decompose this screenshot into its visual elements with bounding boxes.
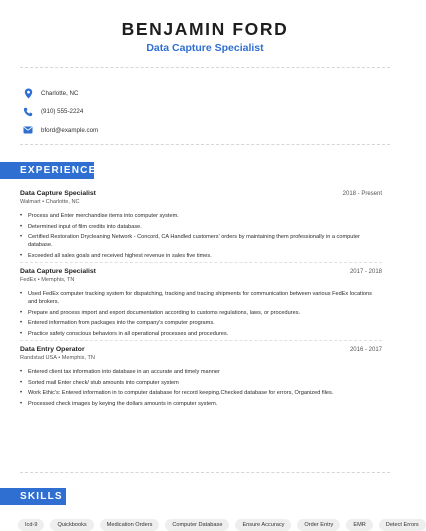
envelope-icon	[21, 123, 35, 137]
skill-chip: EMR	[346, 519, 372, 531]
job-title: Data Capture Specialist	[20, 190, 96, 197]
job-bullets	[20, 368, 382, 408]
skill-chip: Icd-9	[18, 519, 44, 531]
header-divider	[20, 67, 390, 68]
skill-chip: Quickbooks	[50, 519, 93, 531]
list-item: • Work Ethic's: Entered information in to computer database for record keeping.Checked database for errors, Organized files.	[20, 390, 334, 396]
map-pin-icon	[21, 86, 35, 100]
experience-list	[20, 190, 382, 410]
location-text: Charlotte, NC	[41, 89, 79, 97]
skill-chip: Order Entry	[297, 519, 340, 531]
contact-location	[20, 84, 98, 102]
job-organization: Randstad USA • Memphis, TN	[20, 355, 95, 361]
contact-info	[20, 84, 98, 140]
skill-chip: Detect Errors	[379, 519, 426, 531]
contact-divider	[20, 144, 390, 145]
job-entry	[20, 346, 382, 408]
job-divider	[20, 340, 382, 341]
skills-section-header: SKILLS	[0, 488, 66, 505]
skill-chip: Ensure Accuracy	[235, 519, 291, 531]
job-organization: FedEx • Memphis, TN	[20, 277, 75, 283]
job-bullets	[20, 212, 382, 260]
job-entry	[20, 268, 382, 338]
job-bullets	[20, 290, 382, 338]
contact-phone	[20, 103, 98, 121]
list-item: • Determined input of film credits into database.	[20, 223, 142, 230]
skill-chip: Medication Orders	[100, 519, 160, 531]
list-item: • Practice safety conscious behaviors in all operational processes and procedures.	[20, 330, 229, 337]
list-item: • Entered information from packages into the company's computer programs.	[20, 320, 215, 326]
job-title: Data Entry Operator	[20, 346, 85, 353]
list-item: • Certified Restoration Drycleaning Network - Concord, CA Handled customers' orders by maintaining them professionally in a computer database.	[20, 234, 360, 248]
resume-header	[0, 0, 410, 55]
job-dates: 2018 - Present	[342, 191, 382, 197]
skills-list	[18, 519, 419, 531]
skill-chip: Computer Database	[165, 519, 229, 531]
job-entry	[20, 190, 382, 260]
phone-text: (910) 555-2224	[41, 108, 84, 115]
contact-email	[20, 121, 98, 139]
list-item: • Exceeded all sales goals and received highest revenue in sales five times.	[20, 252, 212, 259]
job-dates: 2017 - 2018	[349, 269, 382, 275]
job-title: Data Capture Specialist	[20, 268, 96, 275]
list-item: • Sorted mail Enter check/ stub amounts into computer system	[20, 379, 179, 386]
list-item: • Entered client tax information into database in an accurate and timely manner	[20, 369, 220, 375]
list-item: • Processed check images by keying the dollars amounts in computer system.	[20, 400, 218, 407]
email-text: bford@example.com	[41, 126, 99, 134]
list-item: • Process and Enter merchandise items into computer system.	[20, 213, 179, 219]
job-dates: 2016 - 2017	[349, 347, 382, 353]
list-item: • Used FedEx computer tracking system for dispatching, tracking and tracing shipments for communication between various FedEx locations and brokers.	[20, 291, 372, 305]
list-item: • Prepare and process import and export documentation according to customs regulations, laws, or procedures.	[20, 309, 301, 316]
phone-icon	[21, 105, 35, 119]
experience-divider	[20, 472, 390, 473]
candidate-title: Data Capture Specialist	[146, 42, 264, 54]
job-organization: Walmart • Charlotte, NC	[20, 199, 80, 205]
candidate-name: BENJAMIN FORD	[121, 19, 289, 39]
job-divider	[20, 262, 382, 263]
experience-section-header: EXPERIENCE	[0, 162, 94, 179]
